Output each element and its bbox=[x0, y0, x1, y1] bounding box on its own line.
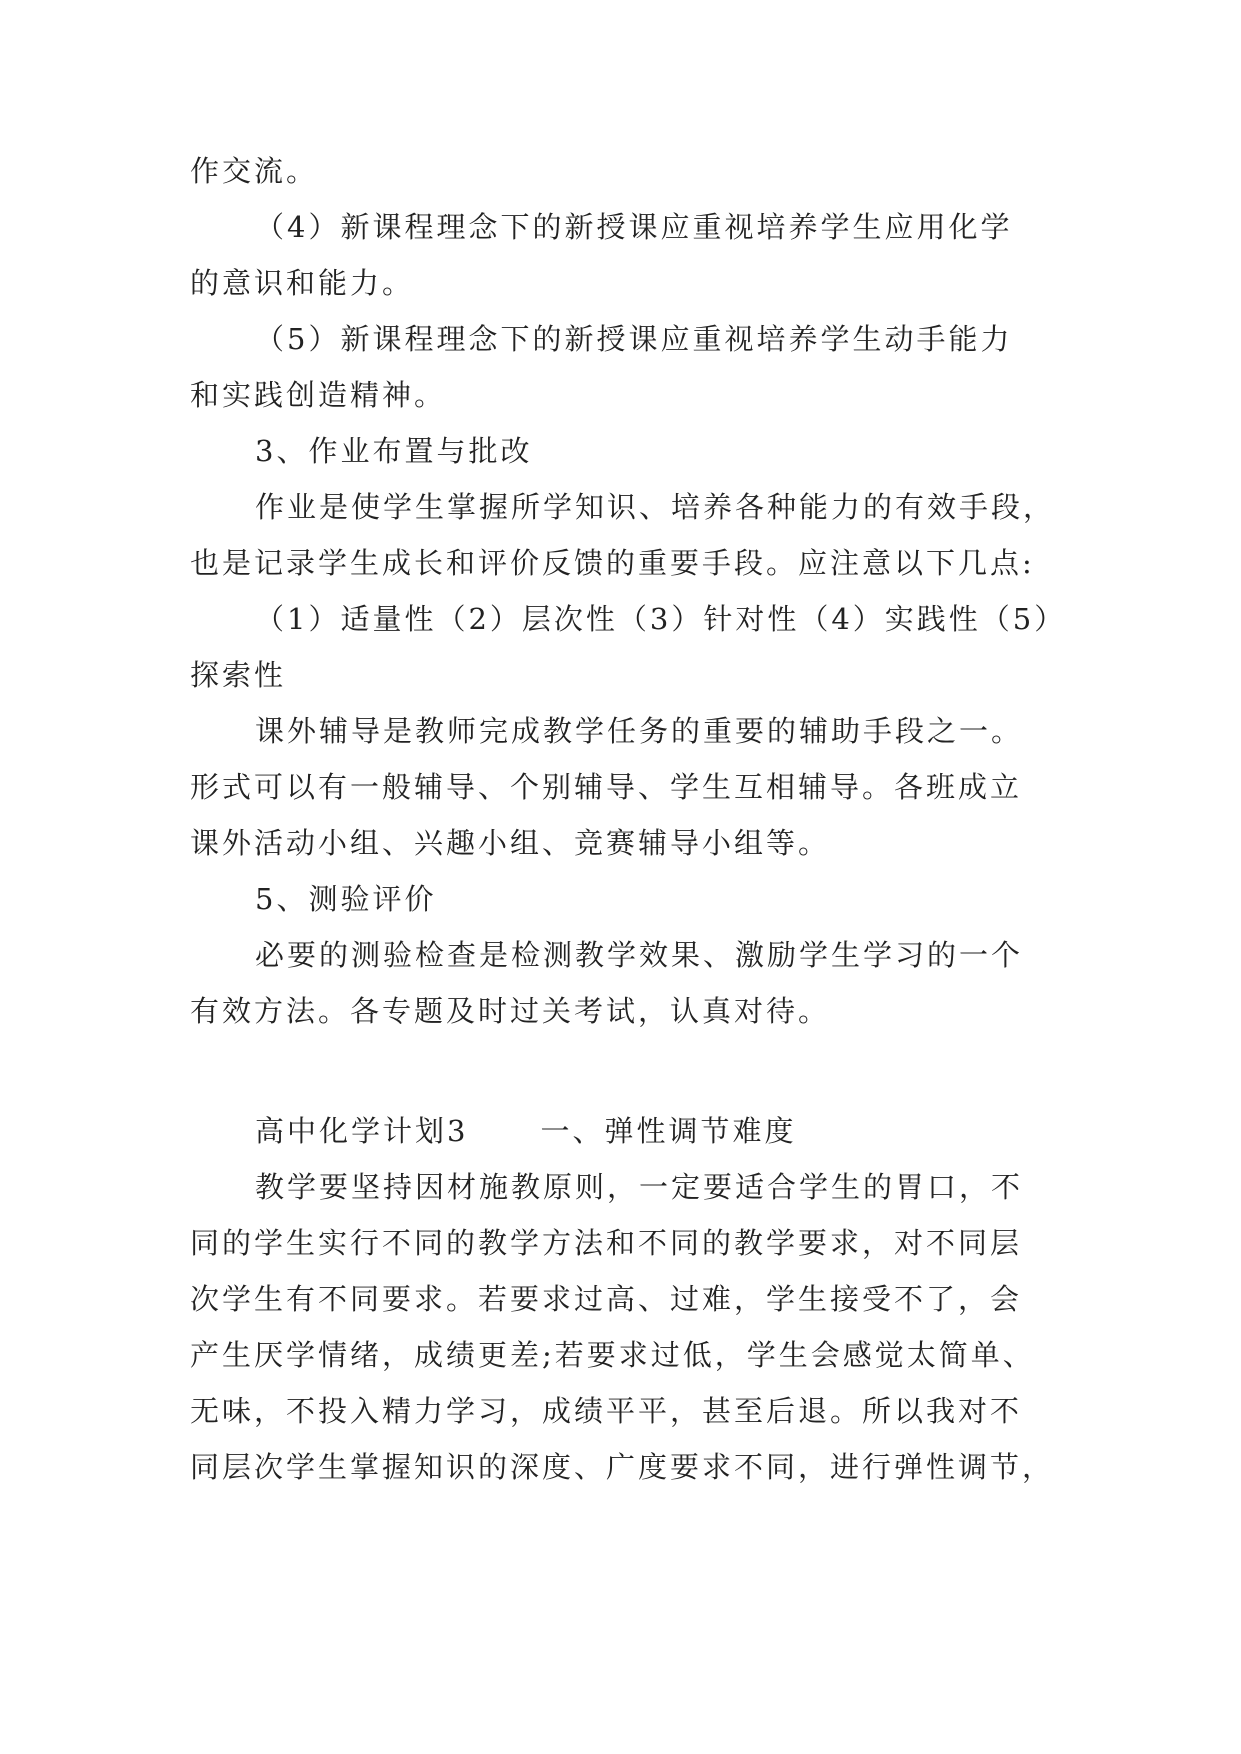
text-line: 有效方法。各专题及时过关考试，认真对待。 bbox=[190, 994, 831, 1028]
text-line: 课外活动小组、兴趣小组、竞赛辅导小组等。 bbox=[190, 826, 831, 860]
text-line: 同层次学生掌握知识的深度、广度要求不同，进行弹性调节， bbox=[190, 1450, 1055, 1484]
text-line: 必要的测验检查是检测教学效果、激励学生学习的一个 bbox=[255, 938, 1024, 972]
section-heading-title: 高中化学计划3 bbox=[255, 1114, 469, 1148]
section-subheading: 3、作业布置与批改 bbox=[255, 434, 533, 468]
text-line: 形式可以有一般辅导、个别辅导、学生互相辅导。各班成立 bbox=[190, 770, 1023, 804]
text-line: 作交流。 bbox=[190, 154, 319, 188]
section-heading-subtitle: 一、弹性调节难度 bbox=[540, 1114, 797, 1148]
text-line: 课外辅导是教师完成教学任务的重要的辅助手段之一。 bbox=[255, 714, 1024, 748]
text-line: 作业是使学生掌握所学知识、培养各种能力的有效手段， bbox=[255, 490, 1056, 524]
text-line: （1）适量性（2）层次性（3）针对性（4）实践性（5） bbox=[255, 602, 1067, 636]
section-heading bbox=[255, 1111, 1070, 1151]
text-line: 无味，不投入精力学习，成绩平平，甚至后退。所以我对不 bbox=[190, 1394, 1023, 1428]
text-line: 产生厌学情绪，成绩更差;若要求过低，学生会感觉太简单、 bbox=[190, 1338, 1035, 1372]
text-line: 教学要坚持因材施教原则，一定要适合学生的胃口，不 bbox=[255, 1170, 1024, 1204]
text-line: （4）新课程理念下的新授课应重视培养学生应用化学 bbox=[255, 210, 1013, 244]
text-line: 和实践创造精神。 bbox=[190, 378, 447, 412]
section-subheading: 5、测验评价 bbox=[255, 882, 437, 916]
text-line: 也是记录学生成长和评价反馈的重要手段。应注意以下几点: bbox=[190, 546, 1035, 580]
text-line: 同的学生实行不同的教学方法和不同的教学要求，对不同层 bbox=[190, 1226, 1023, 1260]
text-line: 次学生有不同要求。若要求过高、过难，学生接受不了，会 bbox=[190, 1282, 1023, 1316]
text-line: 的意识和能力。 bbox=[190, 266, 415, 300]
text-line: 探索性 bbox=[190, 658, 287, 692]
text-line: （5）新课程理念下的新授课应重视培养学生动手能力 bbox=[255, 322, 1013, 356]
